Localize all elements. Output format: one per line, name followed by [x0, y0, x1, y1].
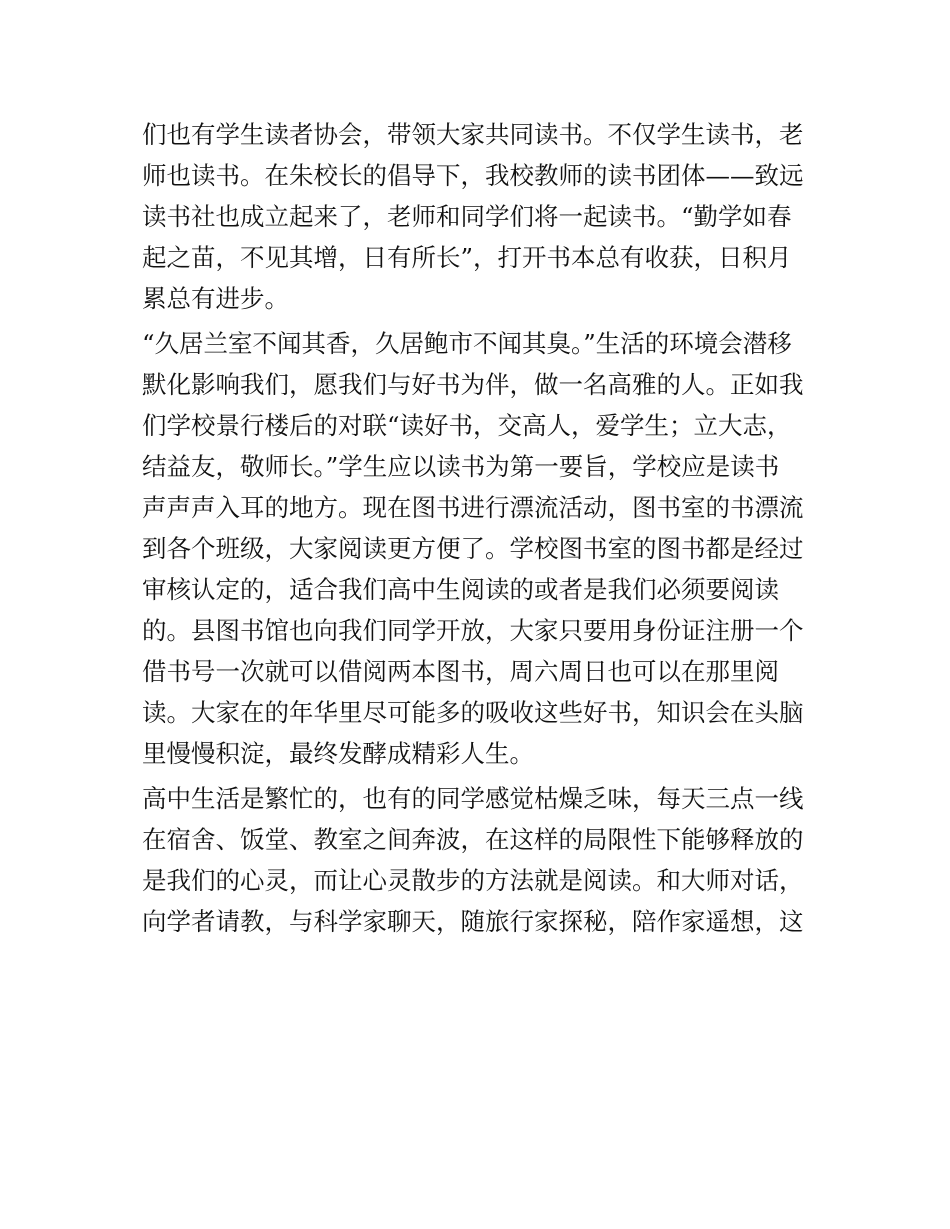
text-line: 借书号一次就可以借阅两本图书，周六周日也可以在那里阅 — [142, 657, 779, 686]
text-line: 读书社也成立起来了，老师和同学们将一起读书。“勤学如春 — [142, 202, 792, 231]
paragraph-3 — [142, 778, 822, 942]
text-line: 累总有进步。 — [142, 284, 289, 313]
text-line: 们学校景行楼后的对联“读好书，交高人，爱学生；立大志， — [142, 411, 792, 440]
text-line: 里慢慢积淀，最终发酵成精彩人生。 — [142, 739, 534, 768]
text-line: 向学者请教，与科学家聊天，随旅行家探秘，陪作家遥想，这 — [142, 907, 804, 936]
text-line: 师也读书。在朱校长的倡导下，我校教师的读书团体——致远 — [142, 161, 804, 190]
text-line: 到各个班级，大家阅读更方便了。学校图书室的图书都是经过 — [142, 534, 804, 563]
text-line: 在宿舍、饭堂、教室之间奔波，在这样的局限性下能够释放的 — [142, 825, 804, 854]
text-line: 们也有学生读者协会，带领大家共同读书。不仅学生读书，老 — [142, 120, 804, 149]
text-line: 结益友，敬师长。”学生应以读书为第一要旨，学校应是读书 — [142, 452, 780, 481]
text-line: 默化影响我们，愿我们与好书为伴，做一名高雅的人。正如我 — [142, 370, 804, 399]
text-line: 声声声入耳的地方。现在图书进行漂流活动，图书室的书漂流 — [142, 493, 804, 522]
text-line: 是我们的心灵，而让心灵散步的方法就是阅读。和大师对话， — [142, 866, 804, 895]
paragraph-2 — [142, 323, 822, 774]
document-body — [142, 114, 822, 942]
text-line: 审核认定的，适合我们高中生阅读的或者是我们必须要阅读 — [142, 575, 779, 604]
text-line: 高中生活是繁忙的，也有的同学感觉枯燥乏味，每天三点一线 — [142, 784, 804, 813]
text-line: 的。县图书馆也向我们同学开放，大家只要用身份证注册一个 — [142, 616, 804, 645]
paragraph-1 — [142, 114, 822, 319]
text-line: 读。大家在的年华里尽可能多的吸收这些好书，知识会在头脑 — [142, 698, 804, 727]
text-line: “久居兰室不闻其香，久居鲍市不闻其臭。”生活的环境会潜移 — [142, 329, 792, 358]
text-line: 起之苗，不见其增，日有所长”，打开书本总有收获，日积月 — [142, 243, 792, 272]
